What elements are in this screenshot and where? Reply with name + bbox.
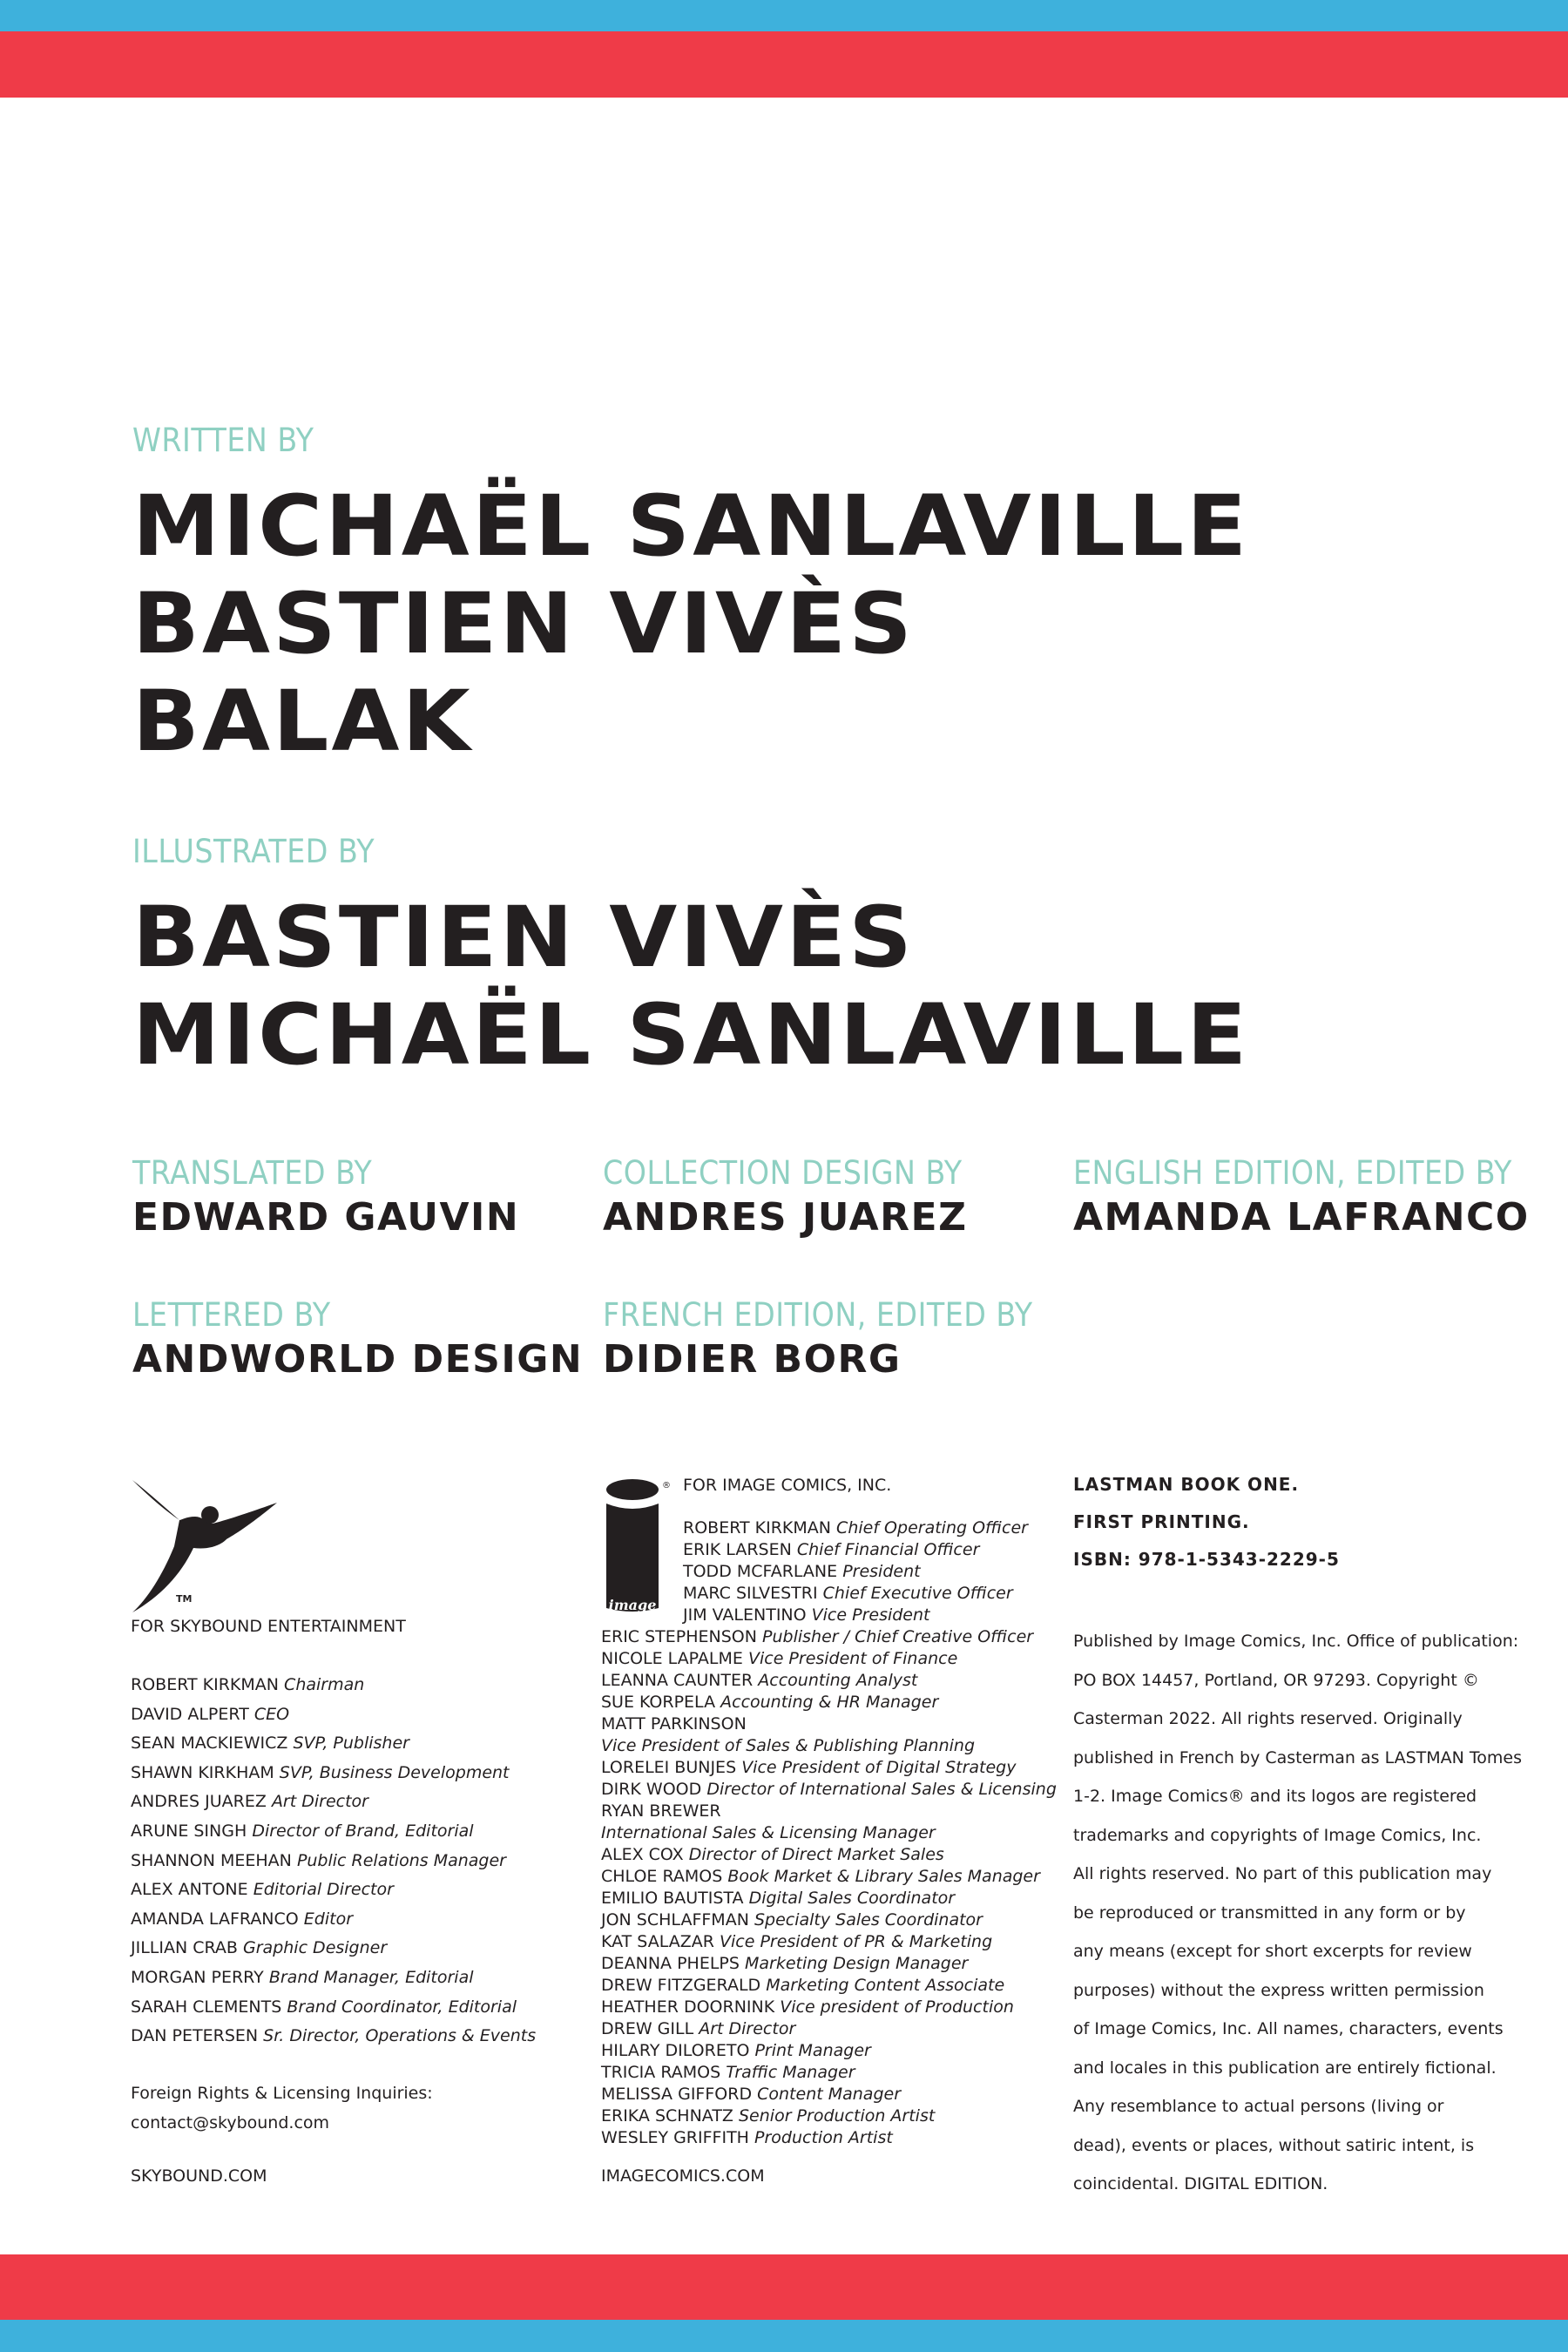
legal-line: and locales in this publication are entirely fictional. xyxy=(1073,2058,1497,2078)
list-item: JON SCHLAFFMAN Specialty Sales Coordinator xyxy=(601,1910,983,1930)
illustrator-name: BASTIEN VIVÈS xyxy=(132,889,915,986)
bottom-blue-band xyxy=(0,2320,1568,2352)
translated-by-label: TRANSLATED BY xyxy=(132,1154,373,1192)
image-url-link[interactable]: IMAGECOMICS.COM xyxy=(601,2166,765,2186)
list-item: SEAN MACKIEWICZ SVP, Publisher xyxy=(131,1734,409,1754)
list-item: ERIC STEPHENSON Publisher / Chief Creative Officer xyxy=(601,1627,1034,1646)
legal-line: published in French by Casterman as LASTMAN Tomes xyxy=(1073,1747,1523,1767)
legal-line: Published by Image Comics, Inc. Office of publication: xyxy=(1073,1632,1519,1651)
list-item: Vice President of Sales & Publishing Planning xyxy=(601,1736,976,1755)
skybound-staff-list xyxy=(131,1671,536,2051)
top-blue-band xyxy=(0,0,1568,31)
english-edition-label: ENGLISH EDITION, EDITED BY xyxy=(1073,1154,1512,1192)
legal-line: Casterman 2022. All rights reserved. Originally xyxy=(1073,1709,1463,1728)
english-editor-name: AMANDA LAFRANCO xyxy=(1073,1195,1530,1240)
list-item: EMILIO BAUTISTA Digital Sales Coordinator xyxy=(601,1889,956,1908)
list-item: ERIKA SCHNATZ Senior Production Artist xyxy=(601,2106,936,2126)
list-item: ROBERT KIRKMAN Chief Operating Officer xyxy=(683,1518,1028,1538)
top-red-band xyxy=(0,31,1568,98)
list-item: SUE KORPELA Accounting & HR Manager xyxy=(601,1693,939,1712)
legal-line: trademarks and copyrights of Image Comics, Inc. xyxy=(1073,1825,1482,1845)
list-item: DAN PETERSEN Sr. Director, Operations & Events xyxy=(131,2026,537,2046)
skybound-header: FOR SKYBOUND ENTERTAINMENT xyxy=(131,1617,406,1636)
printing-line: FIRST PRINTING. xyxy=(1073,1511,1250,1532)
image-header: FOR IMAGE COMICS, INC. xyxy=(683,1476,892,1495)
legal-line: All rights reserved. No part of this publication may xyxy=(1073,1864,1492,1883)
list-item: KAT SALAZAR Vice President of PR & Marketing xyxy=(601,1932,993,1951)
list-item: TRICIA RAMOS Traffic Manager xyxy=(601,2063,855,2082)
isbn-line: ISBN: 978-1-5343-2229-5 xyxy=(1073,1549,1340,1570)
image-staff-list-top xyxy=(683,1517,1028,1626)
list-item: ARUNE SINGH Director of Brand, Editorial xyxy=(131,1821,474,1841)
lettered-by-label: LETTERED BY xyxy=(132,1296,331,1334)
rights-inquiries-label: Foreign Rights & Licensing Inquiries: xyxy=(131,2084,433,2103)
list-item: CHLOE RAMOS Book Market & Library Sales Manager xyxy=(601,1867,1040,1886)
french-editor-name: DIDIER BORG xyxy=(603,1337,902,1382)
list-item: ANDRES JUAREZ Art Director xyxy=(131,1792,368,1812)
image-comics-logo-icon xyxy=(601,1477,671,1622)
list-item: DEANNA PHELPS Marketing Design Manager xyxy=(601,1954,969,1973)
list-item: HILARY DILORETO Print Manager xyxy=(601,2041,871,2060)
list-item: WESLEY GRIFFITH Production Artist xyxy=(601,2128,893,2147)
illustrator-name: MICHAËL SANLAVILLE xyxy=(132,986,1250,1084)
list-item: ERIK LARSEN Chief Financial Officer xyxy=(683,1540,980,1559)
letterer-name: ANDWORLD DESIGN xyxy=(132,1337,584,1382)
list-item: LORELEI BUNJES Vice President of Digital Strategy xyxy=(601,1758,1017,1777)
translator-name: EDWARD GAUVIN xyxy=(132,1195,520,1240)
list-item: SHANNON MEEHAN Public Relations Manager xyxy=(131,1850,506,1870)
list-item: ALEX ANTONE Editorial Director xyxy=(131,1880,394,1900)
writer-name: BASTIEN VIVÈS xyxy=(132,575,915,672)
writer-names xyxy=(132,477,1249,770)
list-item: ROBERT KIRKMAN Chairman xyxy=(131,1675,365,1694)
legal-notice xyxy=(1073,1622,1522,2204)
list-item: LEANNA CAUNTER Accounting Analyst xyxy=(601,1671,918,1690)
legal-line: PO BOX 14457, Portland, OR 97293. Copyright © xyxy=(1073,1670,1479,1690)
list-item: DIRK WOOD Director of International Sales & Licensing xyxy=(601,1780,1057,1799)
list-item: ALEX COX Director of Direct Market Sales xyxy=(601,1845,944,1864)
list-item: DAVID ALPERT CEO xyxy=(131,1704,290,1724)
legal-line: of Image Comics, Inc. All names, characters, events xyxy=(1073,2019,1504,2038)
list-item: MARC SILVESTRI Chief Executive Officer xyxy=(683,1584,1013,1603)
image-staff-list xyxy=(601,1626,1057,2149)
legal-line: any means (except for short excerpts for review xyxy=(1073,1942,1472,1961)
list-item: SHAWN KIRKHAM SVP, Business Development xyxy=(131,1762,510,1782)
book-info xyxy=(1073,1466,1340,1578)
illustrated-by-label: ILLUSTRATED BY xyxy=(132,833,375,870)
list-item: NICOLE LAPALME Vice President of Finance xyxy=(601,1649,958,1668)
written-by-label: WRITTEN BY xyxy=(132,422,314,459)
skybound-email-link[interactable]: contact@skybound.com xyxy=(131,2113,330,2132)
skybound-url-link[interactable]: SKYBOUND.COM xyxy=(131,2166,267,2186)
french-edition-label: FRENCH EDITION, EDITED BY xyxy=(603,1296,1033,1334)
writer-name: MICHAËL SANLAVILLE xyxy=(132,477,1250,575)
image-logo-wordmark: image xyxy=(608,1597,657,1613)
legal-line: dead), events or places, without satiric intent, is xyxy=(1073,2135,1475,2155)
writer-name: BALAK xyxy=(132,672,473,770)
illustrator-names xyxy=(132,889,1249,1084)
list-item: SARAH CLEMENTS Brand Coordinator, Editorial xyxy=(131,1997,517,2017)
list-item: JILLIAN CRAB Graphic Designer xyxy=(131,1938,388,1958)
list-item: TODD MCFARLANE President xyxy=(683,1562,921,1581)
registered-mark: ® xyxy=(662,1481,671,1490)
bottom-red-band xyxy=(0,2254,1568,2320)
list-item: International Sales & Licensing Manager xyxy=(601,1823,936,1842)
legal-line: coincidental. DIGITAL EDITION. xyxy=(1073,2174,1328,2193)
legal-line: purposes) without the express written permission xyxy=(1073,1980,1484,2000)
legal-line: be reproduced or transmitted in any form or by xyxy=(1073,1903,1466,1923)
list-item: DREW GILL Art Director xyxy=(601,2019,796,2038)
list-item: AMANDA LAFRANCO Editor xyxy=(131,1909,354,1929)
list-item: JIM VALENTINO Vice President xyxy=(683,1605,930,1625)
list-item: MORGAN PERRY Brand Manager, Editorial xyxy=(131,1967,474,1987)
list-item: RYAN BREWER xyxy=(601,1801,721,1821)
skybound-logo-icon xyxy=(129,1477,279,1616)
list-item: DREW FITZGERALD Marketing Content Associate xyxy=(601,1976,1005,1995)
legal-line: Any resemblance to actual persons (living or xyxy=(1073,2097,1444,2116)
list-item: MELISSA GIFFORD Content Manager xyxy=(601,2085,902,2104)
book-title-line: LASTMAN BOOK ONE. xyxy=(1073,1474,1300,1495)
list-item: MATT PARKINSON xyxy=(601,1714,747,1734)
list-item: HEATHER DOORNINK Vice president of Production xyxy=(601,1997,1014,2017)
legal-line: 1-2. Image Comics® and its logos are registered xyxy=(1073,1787,1477,1806)
collection-design-label: COLLECTION DESIGN BY xyxy=(603,1154,963,1192)
collection-designer-name: ANDRES JUAREZ xyxy=(603,1195,968,1240)
trademark-mark: TM xyxy=(176,1593,193,1605)
